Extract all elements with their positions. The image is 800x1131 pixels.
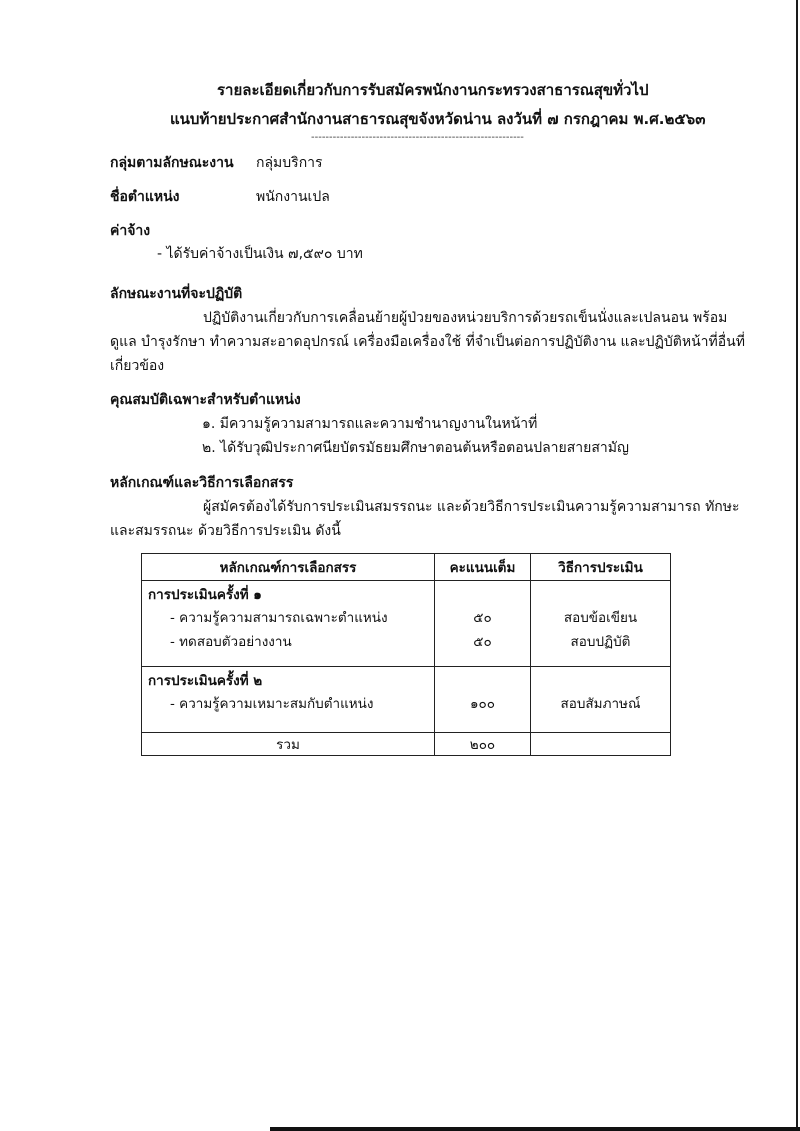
table-row-section-1 (142, 581, 671, 667)
section-2-item-1-criterion: - ความรู้ความเหมาะสมกับตำแหน่ง (170, 696, 374, 712)
section-1-item-2-score: ๕๐ (473, 634, 492, 650)
total-label: รวม (142, 733, 435, 756)
page-right-border (796, 0, 798, 1131)
header-criteria: หลักเกณฑ์การเลือกสรร (142, 554, 435, 581)
total-method (531, 733, 671, 756)
section-1-item-1-score: ๕๐ (473, 610, 492, 626)
section-2-item-1-method: สอบสัมภาษณ์ (560, 696, 641, 712)
section-2-item-1-score: ๑๐๐ (469, 696, 496, 712)
selection-heading: หลักเกณฑ์และวิธีการเลือกสรร (110, 475, 294, 491)
group-label: กลุ่มตามลักษณะงาน (110, 155, 234, 171)
duties-line3: เกี่ยวข้อง (110, 358, 165, 374)
document-title-line1: รายละเอียดเกี่ยวกับการรับสมัครพนักงานกระทรวงสาธารณสุขทั่วไป (217, 81, 649, 99)
qualification-item-2: ๒. ได้รับวุฒิประกาศนียบัตรมัธยมศึกษาตอนต้นหรือตอนปลายสายสามัญ (202, 440, 629, 456)
duties-line2: ดูแล บำรุงรักษา ทำความสะอาดอุปกรณ์ เครื่องมือเครื่องใช้ ที่จำเป็นต่อการปฏิบัติงาน และปฏิบัติหน้าที่อื่นที่ (110, 334, 745, 350)
header-method: วิธีการประเมิน (531, 554, 671, 581)
position-value: พนักงานเปล (256, 189, 330, 205)
section-1-title: การประเมินครั้งที่ ๑ (148, 587, 262, 603)
table-row-section-2 (142, 667, 671, 733)
duties-heading: ลักษณะงานที่จะปฏิบัติ (110, 286, 243, 302)
wage-heading: ค่าจ้าง (110, 223, 151, 239)
document-title-line2: แนบท้ายประกาศสำนักงานสาธารณสุขจังหวัดน่าน ลงวันที่ ๗ กรกฎาคม พ.ศ.๒๕๖๓ (170, 110, 706, 128)
qualifications-heading: คุณสมบัติเฉพาะสำหรับตำแหน่ง (110, 392, 301, 408)
header-full-score: คะแนนเต็ม (435, 554, 531, 581)
title-separator: ----------------------------------------------------------- (311, 132, 524, 143)
table-header-row (142, 554, 671, 581)
qualification-item-1: ๑. มีความรู้ความสามารถและความชำนาญงานในหน้าที่ (202, 416, 538, 432)
section-1-item-2-criterion: - ทดสอบตัวอย่างงาน (170, 634, 292, 650)
page-bottom-border (270, 1127, 800, 1131)
section-1-item-2-method: สอบปฏิบัติ (570, 634, 631, 650)
selection-line2: และสมรรถนะ ด้วยวิธีการประเมิน ดังนี้ (110, 523, 341, 539)
position-label: ชื่อตำแหน่ง (110, 189, 180, 205)
group-value: กลุ่มบริการ (256, 155, 323, 171)
wage-line: - ได้รับค่าจ้างเป็นเงิน ๗,๕๙๐ บาท (157, 246, 363, 262)
selection-criteria-table (141, 553, 671, 756)
selection-line1: ผู้สมัครต้องได้รับการประเมินสมรรถนะ และด้วยวิธีการประเมินความรู้ความสามารถ ทักษะ (203, 499, 740, 515)
table-total-row (142, 733, 671, 756)
total-score: ๒๐๐ (435, 733, 531, 756)
section-1-item-1-criterion: - ความรู้ความสามารถเฉพาะตำแหน่ง (170, 610, 388, 626)
section-1-item-1-method: สอบข้อเขียน (563, 610, 638, 626)
section-2-title: การประเมินครั้งที่ ๒ (148, 673, 263, 689)
duties-line1: ปฏิบัติงานเกี่ยวกับการเคลื่อนย้ายผู้ป่วยของหน่วยบริการด้วยรถเข็นนั่งและเปลนอน พร้อม (203, 310, 728, 326)
